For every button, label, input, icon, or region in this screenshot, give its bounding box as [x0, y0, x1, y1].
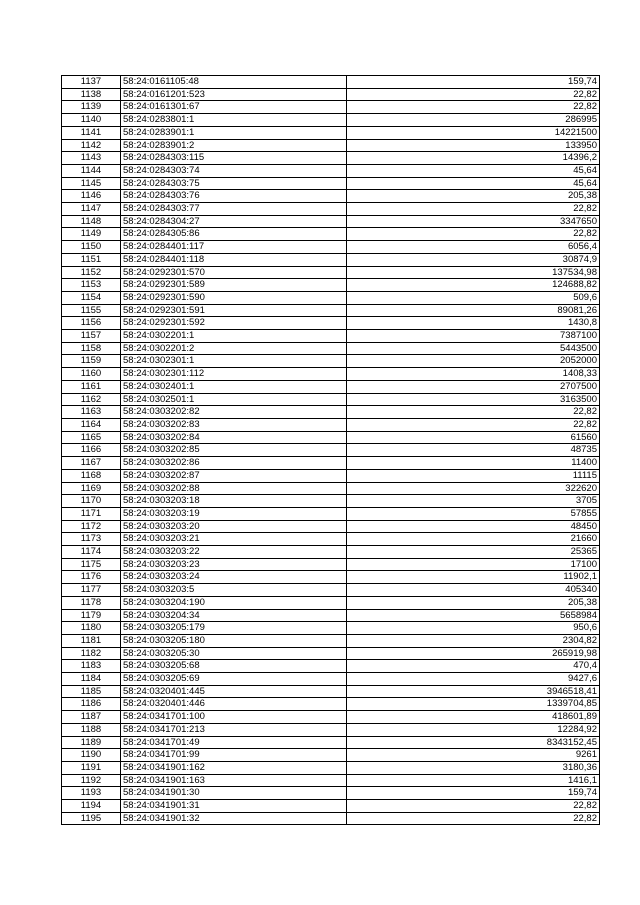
cadastral-number-cell: 58:24:0302301:112 [121, 368, 347, 381]
cadastral-number-cell: 58:24:0292301:589 [121, 279, 347, 292]
cadastral-number-cell: 58:24:0302201:1 [121, 330, 347, 343]
cadastral-number-cell: 58:24:0320401:445 [121, 685, 347, 698]
row-number-cell: 1157 [62, 330, 121, 343]
row-number-cell: 1178 [62, 596, 121, 609]
table-row [62, 723, 600, 736]
value-cell: 22,82 [347, 101, 600, 114]
table-row [62, 495, 600, 508]
value-cell: 1430,8 [347, 317, 600, 330]
value-cell: 22,82 [347, 812, 600, 825]
row-number-cell: 1195 [62, 812, 121, 825]
table-row [62, 761, 600, 774]
value-cell: 2052000 [347, 355, 600, 368]
cadastral-number-cell: 58:24:0283801:1 [121, 114, 347, 127]
cadastral-number-cell: 58:24:0303205:68 [121, 660, 347, 673]
cadastral-number-cell: 58:24:0341701:100 [121, 711, 347, 724]
row-number-cell: 1146 [62, 190, 121, 203]
table-row [62, 380, 600, 393]
cadastral-number-cell: 58:24:0303203:5 [121, 584, 347, 597]
row-number-cell: 1181 [62, 634, 121, 647]
row-number-cell: 1153 [62, 279, 121, 292]
cadastral-number-cell: 58:24:0303202:85 [121, 444, 347, 457]
cadastral-value-table [61, 75, 600, 825]
row-number-cell: 1142 [62, 139, 121, 152]
row-number-cell: 1183 [62, 660, 121, 673]
row-number-cell: 1155 [62, 304, 121, 317]
table-row [62, 800, 600, 813]
row-number-cell: 1173 [62, 533, 121, 546]
value-cell: 2707500 [347, 380, 600, 393]
row-number-cell: 1147 [62, 203, 121, 216]
cadastral-number-cell: 58:24:0303203:19 [121, 507, 347, 520]
value-cell: 2304,82 [347, 634, 600, 647]
row-number-cell: 1193 [62, 787, 121, 800]
table-row [62, 571, 600, 584]
value-cell: 9261 [347, 749, 600, 762]
cadastral-number-cell: 58:24:0303203:21 [121, 533, 347, 546]
row-number-cell: 1152 [62, 266, 121, 279]
cadastral-number-cell: 58:24:0341901:163 [121, 774, 347, 787]
table-row [62, 368, 600, 381]
cadastral-number-cell: 58:24:0303205:180 [121, 634, 347, 647]
value-cell: 57855 [347, 507, 600, 520]
cadastral-number-cell: 58:24:0341901:32 [121, 812, 347, 825]
value-cell: 11902,1 [347, 571, 600, 584]
value-cell: 22,82 [347, 228, 600, 241]
table-row [62, 355, 600, 368]
cadastral-number-cell: 58:24:0284401:118 [121, 253, 347, 266]
table-row [62, 215, 600, 228]
value-cell: 265919,98 [347, 647, 600, 660]
value-cell: 1339704,85 [347, 698, 600, 711]
value-cell: 45,64 [347, 164, 600, 177]
value-cell: 7387100 [347, 330, 600, 343]
cadastral-number-cell: 58:24:0284303:115 [121, 152, 347, 165]
value-cell: 17100 [347, 558, 600, 571]
cadastral-number-cell: 58:24:0303203:24 [121, 571, 347, 584]
value-cell: 205,38 [347, 596, 600, 609]
row-number-cell: 1159 [62, 355, 121, 368]
cadastral-number-cell: 58:24:0283901:1 [121, 126, 347, 139]
value-cell: 950,6 [347, 622, 600, 635]
value-cell: 25365 [347, 546, 600, 559]
cadastral-number-cell: 58:24:0320401:446 [121, 698, 347, 711]
row-number-cell: 1158 [62, 342, 121, 355]
row-number-cell: 1168 [62, 469, 121, 482]
cadastral-number-cell: 58:24:0284304:27 [121, 215, 347, 228]
value-cell: 48735 [347, 444, 600, 457]
table-body [62, 76, 600, 825]
value-cell: 22,82 [347, 406, 600, 419]
cadastral-number-cell: 58:24:0161301:67 [121, 101, 347, 114]
cadastral-number-cell: 58:24:0292301:592 [121, 317, 347, 330]
row-number-cell: 1171 [62, 507, 121, 520]
row-number-cell: 1175 [62, 558, 121, 571]
table-row [62, 266, 600, 279]
value-cell: 22,82 [347, 418, 600, 431]
value-cell: 61560 [347, 431, 600, 444]
value-cell: 3946518,41 [347, 685, 600, 698]
cadastral-number-cell: 58:24:0302401:1 [121, 380, 347, 393]
value-cell: 1408,33 [347, 368, 600, 381]
row-number-cell: 1150 [62, 241, 121, 254]
table-row [62, 469, 600, 482]
cadastral-number-cell: 58:24:0292301:591 [121, 304, 347, 317]
value-cell: 14396,2 [347, 152, 600, 165]
value-cell: 89081,26 [347, 304, 600, 317]
table-row [62, 342, 600, 355]
row-number-cell: 1138 [62, 88, 121, 101]
row-number-cell: 1194 [62, 800, 121, 813]
row-number-cell: 1187 [62, 711, 121, 724]
row-number-cell: 1180 [62, 622, 121, 635]
value-cell: 322620 [347, 482, 600, 495]
table-row [62, 177, 600, 190]
cadastral-number-cell: 58:24:0303204:190 [121, 596, 347, 609]
value-cell: 6056,4 [347, 241, 600, 254]
value-cell: 45,64 [347, 177, 600, 190]
table-row [62, 88, 600, 101]
table-row [62, 164, 600, 177]
cadastral-number-cell: 58:24:0302501:1 [121, 393, 347, 406]
value-cell: 9427,6 [347, 673, 600, 686]
cadastral-number-cell: 58:24:0284303:75 [121, 177, 347, 190]
row-number-cell: 1139 [62, 101, 121, 114]
value-cell: 12284,92 [347, 723, 600, 736]
cadastral-number-cell: 58:24:0303205:179 [121, 622, 347, 635]
table-row [62, 749, 600, 762]
cadastral-number-cell: 58:24:0284401:117 [121, 241, 347, 254]
table-row [62, 444, 600, 457]
row-number-cell: 1144 [62, 164, 121, 177]
row-number-cell: 1191 [62, 761, 121, 774]
cadastral-number-cell: 58:24:0284303:77 [121, 203, 347, 216]
cadastral-number-cell: 58:24:0341901:30 [121, 787, 347, 800]
value-cell: 509,6 [347, 291, 600, 304]
row-number-cell: 1185 [62, 685, 121, 698]
table-row [62, 406, 600, 419]
table-row [62, 431, 600, 444]
table-row [62, 787, 600, 800]
table-row [62, 507, 600, 520]
value-cell: 159,74 [347, 76, 600, 89]
cadastral-number-cell: 58:24:0303203:20 [121, 520, 347, 533]
row-number-cell: 1165 [62, 431, 121, 444]
cadastral-number-cell: 58:24:0303202:87 [121, 469, 347, 482]
cadastral-number-cell: 58:24:0341901:31 [121, 800, 347, 813]
cadastral-number-cell: 58:24:0303204:34 [121, 609, 347, 622]
cadastral-number-cell: 58:24:0303202:84 [121, 431, 347, 444]
row-number-cell: 1161 [62, 380, 121, 393]
cadastral-number-cell: 58:24:0284303:76 [121, 190, 347, 203]
table-row [62, 520, 600, 533]
table-row [62, 647, 600, 660]
row-number-cell: 1164 [62, 418, 121, 431]
value-cell: 22,82 [347, 203, 600, 216]
cadastral-number-cell: 58:24:0303205:69 [121, 673, 347, 686]
row-number-cell: 1170 [62, 495, 121, 508]
row-number-cell: 1167 [62, 457, 121, 470]
table-row [62, 101, 600, 114]
value-cell: 48450 [347, 520, 600, 533]
value-cell: 22,82 [347, 800, 600, 813]
table-row [62, 203, 600, 216]
row-number-cell: 1162 [62, 393, 121, 406]
row-number-cell: 1148 [62, 215, 121, 228]
row-number-cell: 1154 [62, 291, 121, 304]
value-cell: 22,82 [347, 88, 600, 101]
row-number-cell: 1163 [62, 406, 121, 419]
cadastral-number-cell: 58:24:0303202:88 [121, 482, 347, 495]
cadastral-number-cell: 58:24:0292301:590 [121, 291, 347, 304]
row-number-cell: 1143 [62, 152, 121, 165]
row-number-cell: 1169 [62, 482, 121, 495]
table-row [62, 457, 600, 470]
value-cell: 286995 [347, 114, 600, 127]
table-row [62, 812, 600, 825]
table-row [62, 634, 600, 647]
value-cell: 21660 [347, 533, 600, 546]
table-row [62, 317, 600, 330]
cadastral-number-cell: 58:24:0303202:82 [121, 406, 347, 419]
value-cell: 405340 [347, 584, 600, 597]
value-cell: 124688,82 [347, 279, 600, 292]
cadastral-number-cell: 58:24:0302301:1 [121, 355, 347, 368]
table-row [62, 711, 600, 724]
table-row [62, 558, 600, 571]
table-row [62, 253, 600, 266]
value-cell: 8343152,45 [347, 736, 600, 749]
value-cell: 1416,1 [347, 774, 600, 787]
row-number-cell: 1137 [62, 76, 121, 89]
row-number-cell: 1151 [62, 253, 121, 266]
value-cell: 14221500 [347, 126, 600, 139]
cadastral-number-cell: 58:24:0341701:213 [121, 723, 347, 736]
row-number-cell: 1172 [62, 520, 121, 533]
row-number-cell: 1189 [62, 736, 121, 749]
row-number-cell: 1145 [62, 177, 121, 190]
cadastral-number-cell: 58:24:0303203:22 [121, 546, 347, 559]
row-number-cell: 1140 [62, 114, 121, 127]
table-row [62, 76, 600, 89]
cadastral-number-cell: 58:24:0283901:2 [121, 139, 347, 152]
table-row [62, 114, 600, 127]
cadastral-number-cell: 58:24:0303202:83 [121, 418, 347, 431]
row-number-cell: 1184 [62, 673, 121, 686]
cadastral-number-cell: 58:24:0284305:86 [121, 228, 347, 241]
table-row [62, 622, 600, 635]
row-number-cell: 1156 [62, 317, 121, 330]
cadastral-number-cell: 58:24:0303202:86 [121, 457, 347, 470]
table-row [62, 596, 600, 609]
row-number-cell: 1188 [62, 723, 121, 736]
row-number-cell: 1160 [62, 368, 121, 381]
value-cell: 11400 [347, 457, 600, 470]
table-row [62, 228, 600, 241]
value-cell: 205,38 [347, 190, 600, 203]
table-row [62, 774, 600, 787]
table-row [62, 673, 600, 686]
table-row [62, 393, 600, 406]
row-number-cell: 1192 [62, 774, 121, 787]
row-number-cell: 1177 [62, 584, 121, 597]
value-cell: 11115 [347, 469, 600, 482]
table-row [62, 418, 600, 431]
row-number-cell: 1186 [62, 698, 121, 711]
cadastral-number-cell: 58:24:0161105:48 [121, 76, 347, 89]
row-number-cell: 1149 [62, 228, 121, 241]
table-row [62, 241, 600, 254]
table-row [62, 279, 600, 292]
table-row [62, 330, 600, 343]
table-row [62, 685, 600, 698]
table-row [62, 291, 600, 304]
table-row [62, 126, 600, 139]
value-cell: 3180,36 [347, 761, 600, 774]
value-cell: 3705 [347, 495, 600, 508]
table-row [62, 304, 600, 317]
row-number-cell: 1190 [62, 749, 121, 762]
row-number-cell: 1182 [62, 647, 121, 660]
table-row [62, 546, 600, 559]
cadastral-number-cell: 58:24:0303205:30 [121, 647, 347, 660]
value-cell: 3347650 [347, 215, 600, 228]
value-cell: 30874,9 [347, 253, 600, 266]
value-cell: 133950 [347, 139, 600, 152]
cadastral-number-cell: 58:24:0303203:18 [121, 495, 347, 508]
cadastral-number-cell: 58:24:0303203:23 [121, 558, 347, 571]
cadastral-number-cell: 58:24:0292301:570 [121, 266, 347, 279]
row-number-cell: 1174 [62, 546, 121, 559]
row-number-cell: 1176 [62, 571, 121, 584]
table-row [62, 584, 600, 597]
value-cell: 470,4 [347, 660, 600, 673]
table-row [62, 482, 600, 495]
value-cell: 418601,89 [347, 711, 600, 724]
table-row [62, 736, 600, 749]
cadastral-number-cell: 58:24:0341901:162 [121, 761, 347, 774]
cadastral-number-cell: 58:24:0341701:99 [121, 749, 347, 762]
value-cell: 3163500 [347, 393, 600, 406]
value-cell: 5443500 [347, 342, 600, 355]
row-number-cell: 1166 [62, 444, 121, 457]
table-row [62, 609, 600, 622]
row-number-cell: 1141 [62, 126, 121, 139]
table-row [62, 190, 600, 203]
cadastral-number-cell: 58:24:0284303:74 [121, 164, 347, 177]
table-row [62, 533, 600, 546]
cadastral-number-cell: 58:24:0161201:523 [121, 88, 347, 101]
table-row [62, 698, 600, 711]
value-cell: 5658984 [347, 609, 600, 622]
cadastral-number-cell: 58:24:0341701:49 [121, 736, 347, 749]
row-number-cell: 1179 [62, 609, 121, 622]
value-cell: 159,74 [347, 787, 600, 800]
table-row [62, 139, 600, 152]
value-cell: 137534,98 [347, 266, 600, 279]
table-row [62, 152, 600, 165]
table-row [62, 660, 600, 673]
cadastral-number-cell: 58:24:0302201:2 [121, 342, 347, 355]
